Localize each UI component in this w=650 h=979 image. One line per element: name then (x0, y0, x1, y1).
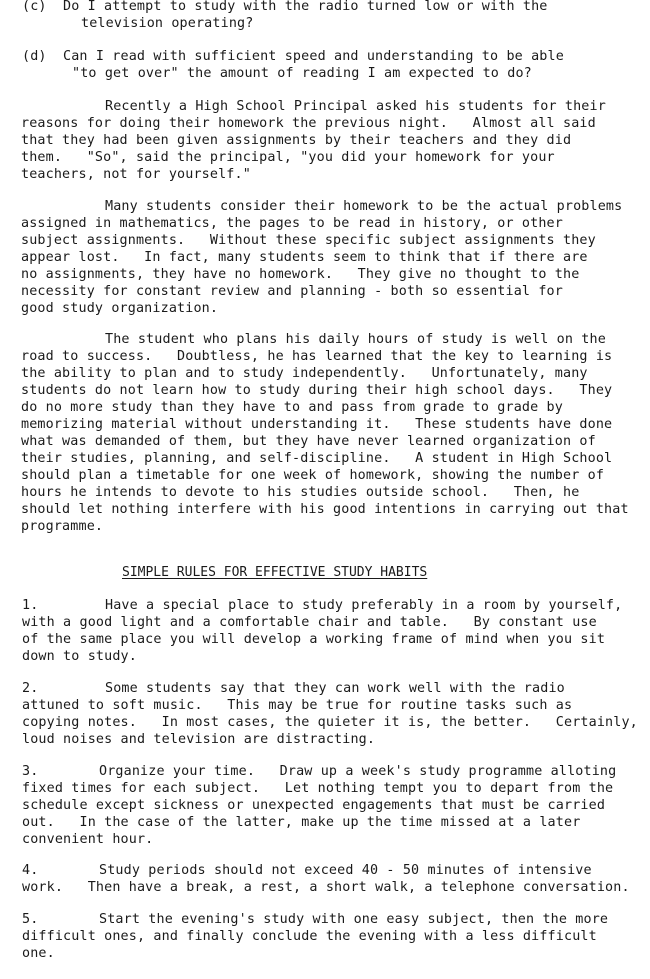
paragraph-3-line-2: road to success. Doubtless, he has learned that the key to learning is (21, 349, 613, 364)
rule-2-number: 2. (22, 681, 39, 696)
rule-5-number: 5. (22, 912, 39, 927)
rule-5-line-3: one. (22, 946, 55, 961)
rule-3-number: 3. (22, 764, 39, 779)
rule-1-line-2: with a good light and a comfortable chair and table. By constant use (22, 615, 597, 630)
paragraph-1-line-5: teachers, not for yourself." (21, 167, 251, 182)
paragraph-3-line-4: students do not learn how to study during their high school days. They (21, 383, 613, 398)
rule-3-line-4: out. In the case of the latter, make up the time missed at a later (22, 815, 581, 830)
paragraph-3-line-3: the ability to plan and to study independently. Unfortunately, many (21, 366, 588, 381)
paragraph-2-line-2: assigned in mathematics, the pages to be read in history, or other (21, 216, 563, 231)
rule-1-number: 1. (22, 598, 39, 613)
paragraph-3-line-9: should plan a timetable for one week of homework, showing the number of (21, 468, 605, 483)
rule-2-line-2: attuned to soft music. This may be true for routine tasks such as (22, 698, 573, 713)
rules-heading: SIMPLE RULES FOR EFFECTIVE STUDY HABITS (122, 565, 428, 580)
paragraph-1-line-4: them. "So", said the principal, "you did your homework for your (21, 150, 555, 165)
rule-2-line-4: loud noises and television are distracting. (22, 732, 376, 747)
question-d-line-1: Can I read with sufficient speed and understanding to be able (63, 49, 564, 64)
paragraph-2-line-1: Many students consider their homework to be the actual problems (105, 199, 623, 214)
paragraph-3-line-7: what was demanded of them, but they have never learned organization of (21, 434, 596, 449)
paragraph-2-line-6: necessity for constant review and planning - both so essential for (21, 284, 563, 299)
rule-1-line-3: of the same place you will develop a working frame of mind when you sit (22, 632, 606, 647)
paragraph-2-line-7: good study organization. (21, 301, 219, 316)
paragraph-3-line-12: programme. (21, 519, 104, 534)
rule-5-line-1: Start the evening's study with one easy subject, then the more (99, 912, 609, 927)
question-d-label: (d) (22, 49, 47, 64)
paragraph-3-line-5: do no more study than they have to and pass from grade to grade by (21, 400, 563, 415)
rule-1-line-4: down to study. (22, 649, 137, 664)
question-c-line-2: television operating? (81, 16, 254, 31)
paragraph-3-line-11: should let nothing interfere with his good intentions in carrying out that (21, 502, 629, 517)
rule-5-line-2: difficult ones, and finally conclude the evening with a less difficult (22, 929, 597, 944)
paragraph-1-line-3: that they had been given assignments by their teachers and they did (21, 133, 572, 148)
paragraph-3-line-1: The student who plans his daily hours of study is well on the (105, 332, 606, 347)
rule-2-line-1: Some students say that they can work well with the radio (105, 681, 565, 696)
rule-3-line-1: Organize your time. Draw up a week's study programme alloting (99, 764, 617, 779)
rule-4-line-2: work. Then have a break, a rest, a short walk, a telephone conversation. (22, 880, 630, 895)
question-c-label: (c) (22, 0, 47, 14)
rule-3-line-5: convenient hour. (22, 832, 154, 847)
rule-4-line-1: Study periods should not exceed 40 - 50 minutes of intensive (99, 863, 592, 878)
rule-2-line-3: copying notes. In most cases, the quieter it is, the better. Certainly, (22, 715, 638, 730)
paragraph-3-line-10: hours he intends to devote to his studies outside school. Then, he (21, 485, 580, 500)
paragraph-3-line-6: memorizing material without understanding it. These students have done (21, 417, 613, 432)
rule-3-line-2: fixed times for each subject. Let nothing tempt you to depart from the (22, 781, 614, 796)
rule-4-number: 4. (22, 863, 39, 878)
paragraph-1-line-1: Recently a High School Principal asked his students for their (105, 99, 606, 114)
paragraph-2-line-4: appear lost. In fact, many students seem to think that if there are (21, 250, 588, 265)
paragraph-2-line-3: subject assignments. Without these specific subject assignments they (21, 233, 596, 248)
paragraph-2-line-5: no assignments, they have no homework. They give no thought to the (21, 267, 580, 282)
rule-3-line-3: schedule except sickness or unexpected engagements that must be carried (22, 798, 606, 813)
paragraph-3-line-8: their studies, planning, and self-discipline. A student in High School (21, 451, 613, 466)
paragraph-1-line-2: reasons for doing their homework the previous night. Almost all said (21, 116, 596, 131)
question-c-line-1: Do I attempt to study with the radio turned low or with the (63, 0, 548, 14)
question-d-line-2: "to get over" the amount of reading I am expected to do? (72, 66, 532, 81)
rule-1-line-1: Have a special place to study preferably in a room by yourself, (105, 598, 623, 613)
